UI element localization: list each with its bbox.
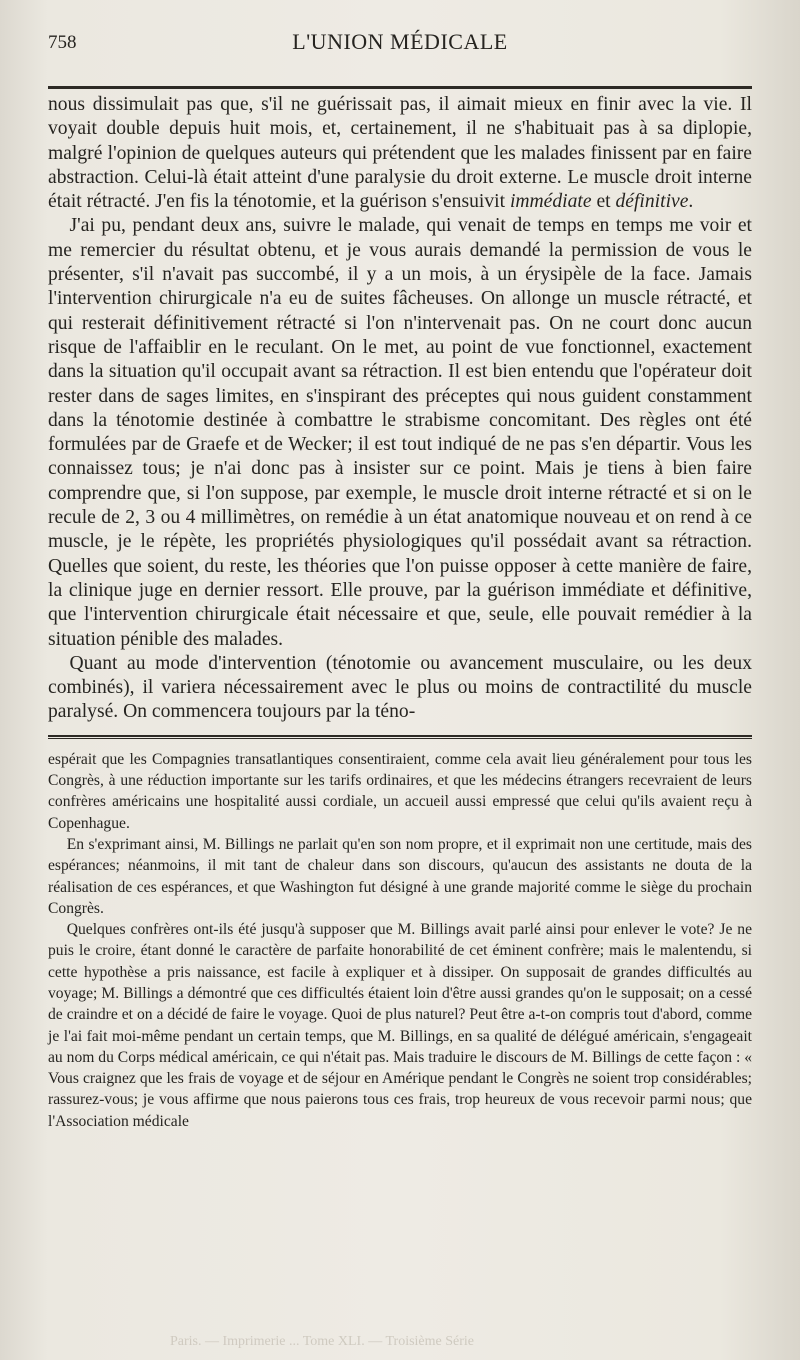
footnote-paragraph-1: espérait que les Compagnies transatlantiques consentiraient, comme cela avait lieu généralement pour tous les Congrès, à une réduction importante sur les tarifs ordinaires, et que les médecins étrangers recevraient de leurs confrères américains une hospitalité aussi cordiale, un accueil aussi empressé que celui qu'ils avaient reçu à Copenhague.	[48, 750, 752, 832]
faint-imprint: Paris. — Imprimerie ... Tome XLI. — Troisième Série	[170, 1334, 475, 1349]
emphasis-immediate: immédiate	[509, 191, 592, 213]
page-number: 758	[48, 32, 77, 53]
paragraph-2: J'ai pu, pendant deux ans, suivre le malade, qui venait de temps en temps me voir et me remercier du résultat obtenu, et je vous aurais demandé la permission de vous le présenter, s'il n'avait pas succombé, il y a un mois, à un érysipèle de la face. Jamais l'intervention chirurgicale n'a eu de suites fâcheuses. On allonge un muscle rétracté, et qui resterait définitivement rétracté si l'on n'intervenait pas. On ne court donc aucun risque de l'affaiblir en le reculant. On le met, au point de vue fonctionnel, exactement dans la situation qu'il occupait avant sa rétraction. Il est bien entendu que l'opérateur doit rester dans de sages limites, en s'inspirant des préceptes qui nous guident constamment dans la ténotomie destinée à combattre le strabisme concomitant. Des règles ont été formulées par de Graefe et de Wecker; il est tout indiqué de ne pas s'en départir. Vous les connaissez tous; je n'ai donc pas à insister sur ce point. Mais je tiens à bien faire comprendre que, si l'on suppose, par exemple, le muscle droit interne rétracté et si on le recule de 2, 3 ou 4 millimètres, on remédie à un état anatomique nouveau et on rend à ce muscle, je le répète, les propriétés physiologiques qu'il possédait avant sa rétraction. Quelles que soient, du reste, les théories que l'on puisse opposer à cette manière de faire, la clinique juge en dernier ressort. Elle prouve, par la guérison immédiate et définitive, que l'intervention chirurgicale était nécessaire et que, seule, elle pouvait remédier à la situation pénible des malades.	[48, 215, 752, 650]
footnote-rule	[48, 735, 752, 737]
main-text	[48, 93, 752, 725]
footnote-rule-thin	[48, 738, 752, 739]
emphasis-definitive: définitive	[615, 191, 689, 213]
footnote-paragraph-3: Quelques confrères ont-ils été jusqu'à supposer que M. Billings avait parlé ainsi pour enlever le vote? Je ne puis le croire, étant donné le caractère de parfaite honorabilité de cet éminent confrère; mais le malentendu, si cette hypothèse a pris naissance, est facile à expliquer et à dissiper. On supposait de grandes difficultés au voyage; M. Billings a démontré que ces difficultés étaient loin d'être aussi grandes qu'on le supposait; on a cessé de craindre et on a décidé de faire le voyage. Quoi de plus naturel? Peut être a-t-on compris tout d'abord, comme je l'ai fait moi-même pendant un certain temps, que M. Billings, en sa qualité de délégué américain, s'engageait au nom du Corps médical américain, ce qui n'était pas. Mais traduire le discours de M. Billings de cette façon : « Vous craignez que les frais de voyage et de séjour en Amérique pendant le Congrès ne soient trop considérables; rassurez-vous; je vous affirme que nous paierons tous ces frais, trop heureux de vous recevoir parmi nous; que l'Association médicale	[48, 921, 752, 1130]
footnote-paragraph-2: En s'exprimant ainsi, M. Billings ne parlait qu'en son nom propre, et il exprimait non une certitude, mais des espérances; néanmoins, il mit tant de chaleur dans son discours, qu'aucun des assistants ne douta de la réalisation de ces espérances, et que Washington fut désigné à une grande majorité comme le siège du prochain Congrès.	[48, 835, 752, 917]
running-title: L'UNION MÉDICALE	[292, 29, 508, 54]
footnotes	[48, 749, 752, 1132]
page-header	[48, 26, 752, 58]
paragraph-1: nous dissimulait pas que, s'il ne guérissait pas, il aimait mieux en finir avec la vie. Il voyait double depuis huit mois, et, certainement, il ne s'habituait pas à sa diplopie, malgré l'opinion de quelques auteurs qui prétendent que les malades finissent par en faire abstraction. Celui-là était atteint d'une paralysie du droit externe. Le muscle droit interne était rétracté. J'en fis la ténotomie, et la guérison s'ensuivit immédiate et définitive.	[48, 94, 752, 213]
paragraph-3: Quant au mode d'intervention (ténotomie ou avancement musculaire, ou les deux combinés), il variera nécessairement avec le plus ou moins de contractilité du muscle paralysé. On commencera toujours par la téno-	[48, 652, 752, 723]
header-rule	[48, 86, 752, 89]
